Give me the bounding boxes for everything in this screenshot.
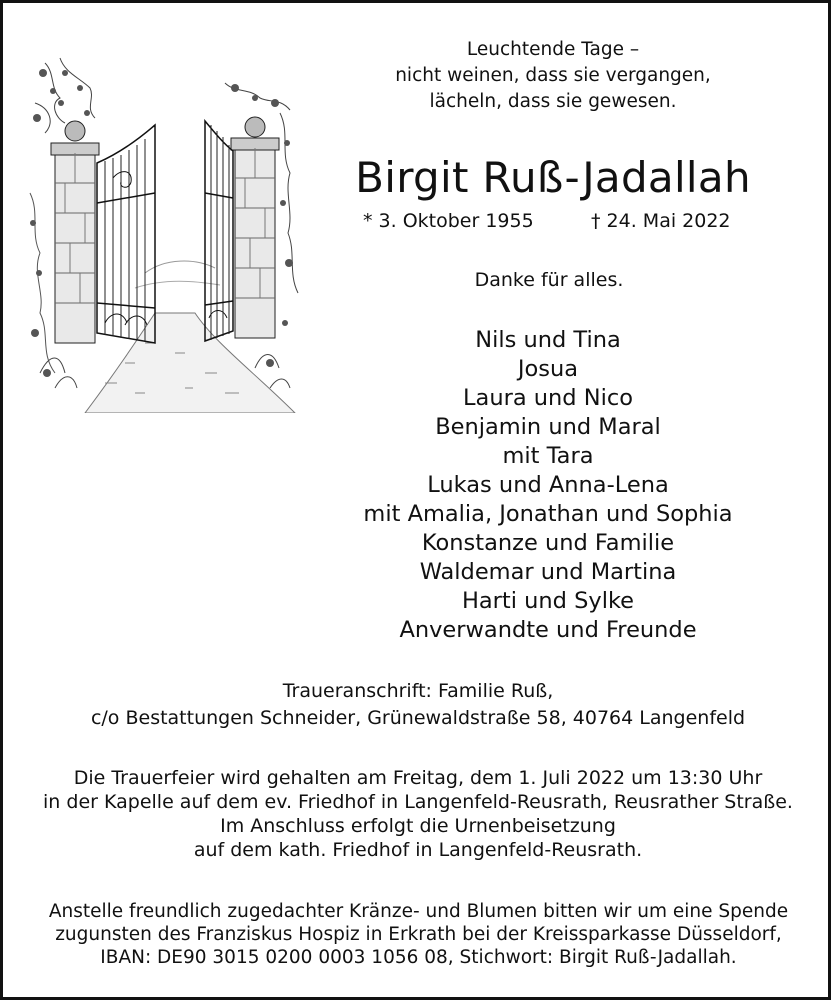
memorial-poem bbox=[383, 37, 723, 115]
mourner-entry: Josua bbox=[517, 356, 579, 382]
service-line: in der Kapelle auf dem ev. Friedhof in Langenfeld-Reusrath, Reusrather Straße. bbox=[43, 791, 793, 813]
funeral-service-info bbox=[23, 766, 813, 862]
birth-date: * 3. Oktober 1955 bbox=[363, 210, 534, 232]
poem-line: nicht weinen, dass sie vergangen, bbox=[395, 65, 711, 86]
donation-line: IBAN: DE90 3015 0200 0003 1056 08, Stichwort: Birgit Ruß-Jadallah. bbox=[100, 947, 737, 968]
mourner-entry: mit Amalia, Jonathan und Sophia bbox=[363, 501, 733, 527]
mourner-entry: Anverwandte und Freunde bbox=[399, 617, 697, 643]
mourner-entry: Laura und Nico bbox=[463, 385, 633, 411]
address-line: c/o Bestattungen Schneider, Grünewaldstraße 58, 40764 Langenfeld bbox=[90, 707, 746, 729]
donation-line: Anstelle freundlich zugedachter Kränze- und Blumen bitten wir um eine Spende bbox=[48, 901, 789, 922]
deceased-name: Birgit Ruß-Jadallah bbox=[355, 153, 751, 202]
poem-line: lächeln, dass sie gewesen. bbox=[429, 91, 677, 112]
mourner-entry: mit Tara bbox=[502, 443, 594, 469]
service-line: auf dem kath. Friedhof in Langenfeld-Reusrath. bbox=[193, 839, 643, 861]
mourning-address bbox=[23, 678, 813, 732]
mourner-entry: Waldemar und Martina bbox=[419, 559, 677, 585]
death-date: † 24. Mai 2022 bbox=[591, 210, 731, 232]
service-line: Die Trauerfeier wird gehalten am Freitag, dem 1. Juli 2022 um 13:30 Uhr bbox=[73, 767, 763, 789]
mourner-entry: Harti und Sylke bbox=[461, 588, 635, 614]
mourner-entry: Lukas und Anna-Lena bbox=[427, 472, 669, 498]
thanks-line: Danke für alles. bbox=[474, 269, 624, 291]
mourners-list bbox=[298, 326, 798, 645]
poem-line: Leuchtende Tage – bbox=[466, 39, 640, 60]
garden-gate-illustration bbox=[25, 43, 315, 413]
address-line: Traueranschrift: Familie Ruß, bbox=[282, 680, 554, 702]
life-dates bbox=[363, 207, 763, 237]
mourner-entry: Benjamin und Maral bbox=[435, 414, 661, 440]
donation-line: zugunsten des Franziskus Hospiz in Erkrath bei der Kreissparkasse Düsseldorf, bbox=[55, 924, 782, 945]
mourner-entry: Konstanze und Familie bbox=[421, 530, 675, 556]
mourner-entry: Nils und Tina bbox=[475, 327, 621, 353]
service-line: Im Anschluss erfolgt die Urnenbeisetzung bbox=[220, 815, 616, 837]
donation-request bbox=[11, 900, 826, 969]
